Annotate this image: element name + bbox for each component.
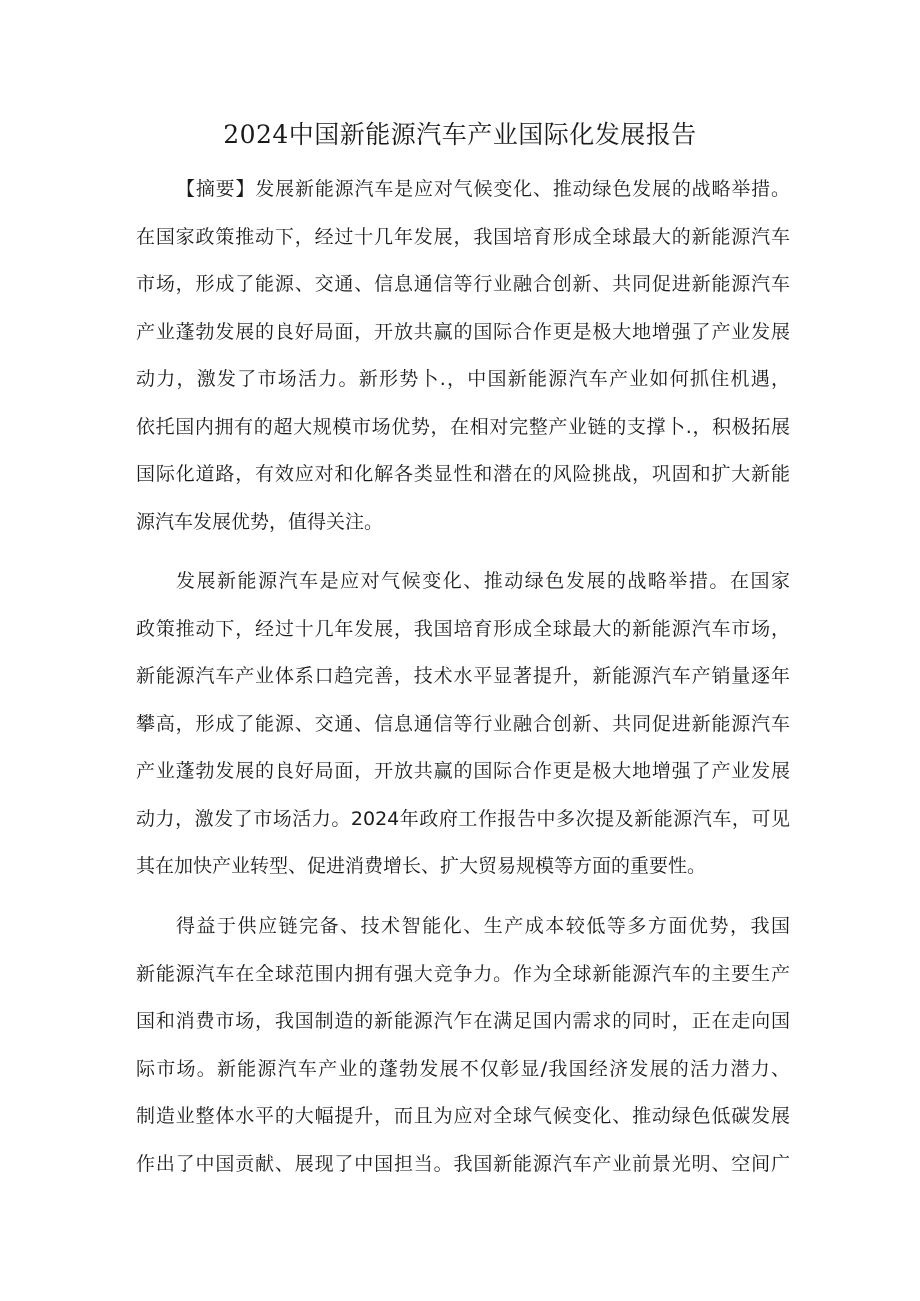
paragraph-line: 动力，激发了市场活力。2024年政府工作报告中多次提及新能源汽车，可见 (136, 807, 790, 830)
paragraph-line: 源汽车发展优势，值得关注。 (136, 510, 384, 533)
paragraph-line: 依托国内拥有的超大规模市场优势，在相对完整产业链的支撑卜.，积极拓展 (136, 415, 790, 438)
paragraph-line: 【摘要】发展新能源汽车是应对气候变化、推动绿色发展的战略举措。 (176, 178, 790, 200)
paragraph-line: 得益于供应链完备、技术智能化、生产成本较低等多方面优势，我国 (176, 915, 790, 937)
paragraph-line: 政策推动下，经过十几年发展，我国培育形成全球最大的新能源汽车市场， (136, 617, 790, 640)
paragraph-line: 市场，形成了能源、交通、信息通信等行业融合创新、共同促进新能源汽车 (136, 273, 790, 295)
paragraph-line: 国和消费市场，我国制造的新能源汽乍在满足国内需求的同时，正在走向国 (136, 1010, 790, 1032)
paragraph-line: 制造业整体水平的大幅提升，而且为应对全球气候变化、推动绿色低碳发展 (136, 1105, 790, 1127)
paragraph-line: 作出了中国贡献、展现了中国担当。我国新能源汽车产业前景光明、空间广 (136, 1152, 790, 1175)
paragraph-line: 产业蓬勃发展的良好局面，开放共赢的国际合作更是极大地增强了产业发展 (136, 320, 790, 343)
paragraph-line: 发展新能源汽车是应对气候变化、推动绿色发展的战略举措。在国家 (176, 570, 790, 592)
paragraph-line: 其在加快产业转型、促进消费增长、扩大贸易规模等方面的重要性。 (136, 855, 707, 877)
paragraph-line: 际市场。新能源汽车产业的蓬勃发展不仅彰显/我国经济发展的活力潜力、 (136, 1057, 790, 1080)
paragraph-line: 攀高，形成了能源、交通、信息通信等行业融合创新、共同促进新能源汽车 (136, 712, 790, 735)
abstract-paragraph (136, 166, 790, 546)
paragraph-line: 在国家政策推动下，经过十几年发展，我国培育形成全球最大的新能源汽车 (136, 225, 790, 248)
paragraph-line: 新能源汽车产业体系口趋完善，技术水平显著提升，新能源汽车产销量逐年 (136, 665, 790, 687)
paragraph-line: 产业蓬勃发展的良好局面，开放共赢的国际合作更是极大地增强了产业发展 (136, 760, 790, 782)
paragraph-line: 动力，激发了市场活力。新形势卜.，中国新能源汽车产业如何抓住机遇， (136, 368, 790, 390)
document-title: 2024中国新能源汽车产业国际化发展报告 (223, 120, 697, 149)
paragraph-line: 新能源汽车在全球范围内拥有强大竞争力。作为全球新能源汽车的主要生产 (136, 962, 790, 985)
paragraph-line: 国际化道路，有效应对和化解各类显性和潜在的风险挑战，巩固和扩大新能 (136, 463, 790, 485)
body-paragraph-2 (136, 903, 790, 1188)
body-paragraph-1 (136, 558, 790, 891)
